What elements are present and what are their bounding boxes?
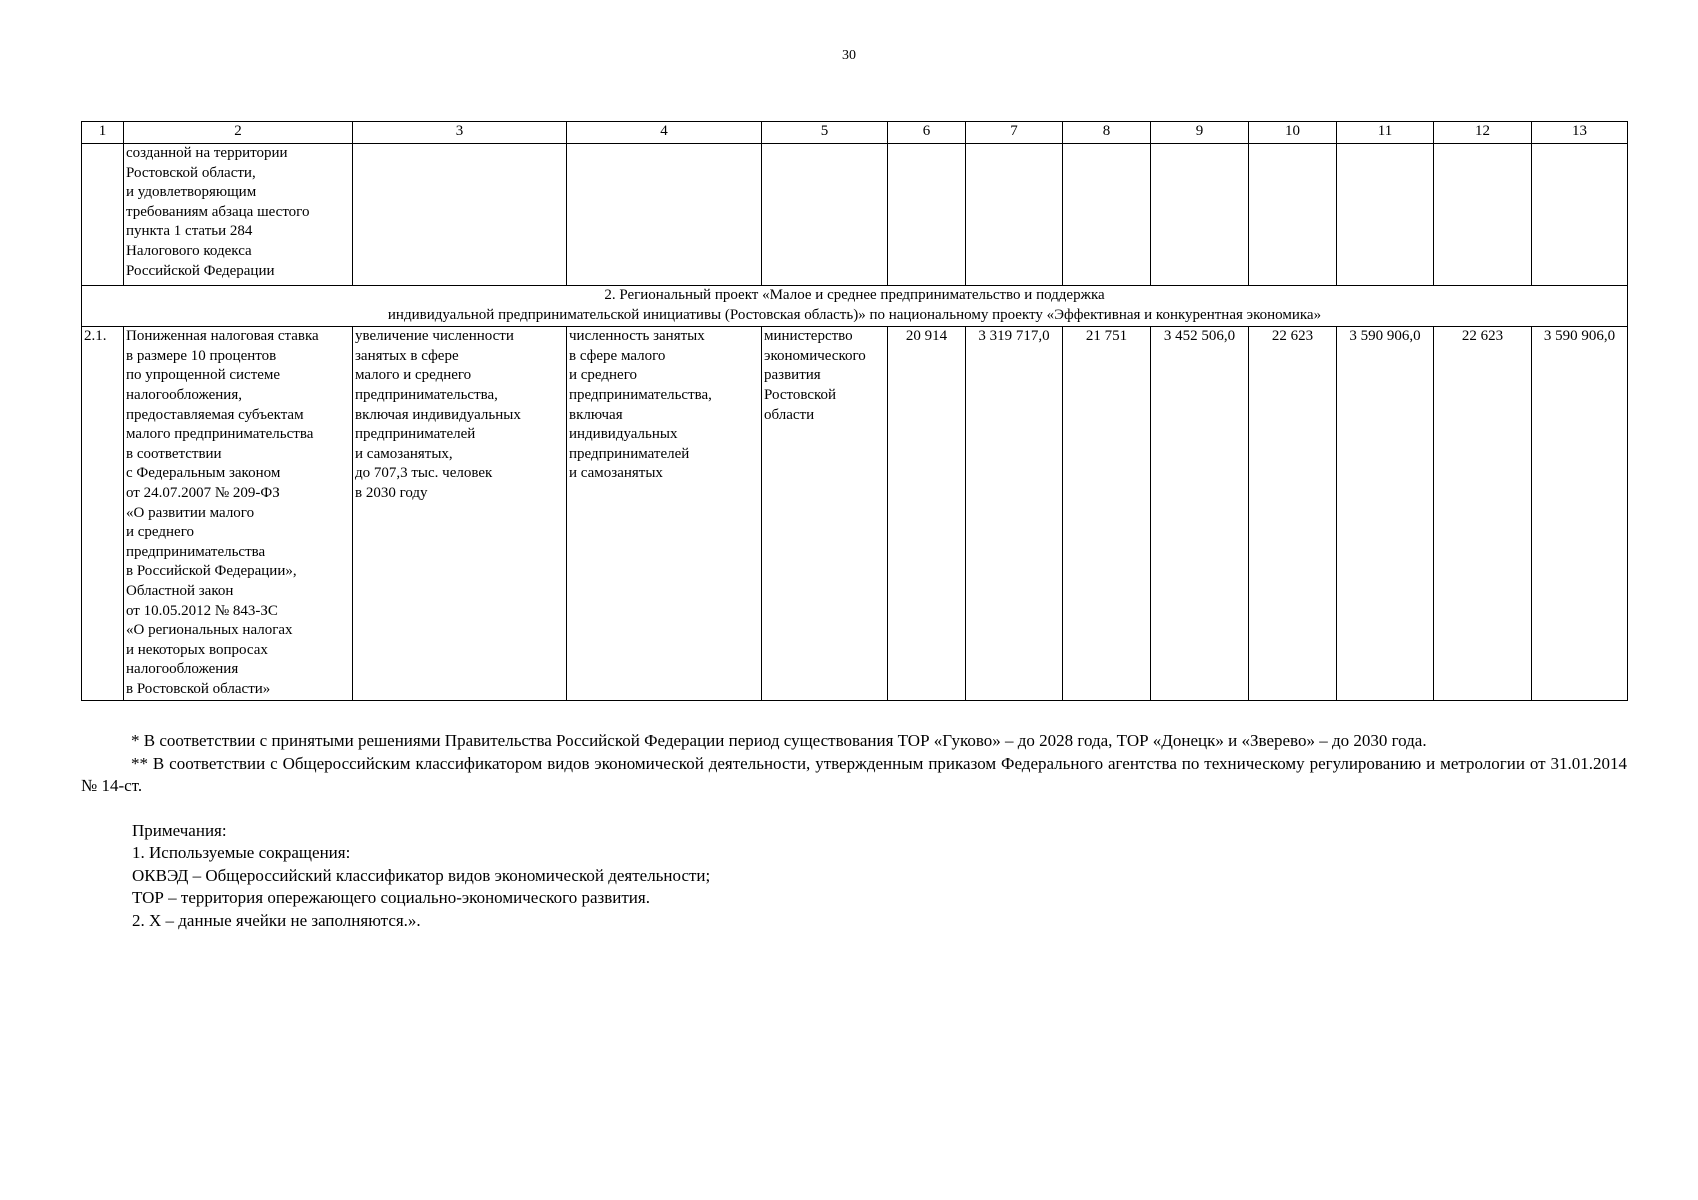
table-cell: 22 623 — [1434, 327, 1532, 701]
table-cell — [1063, 144, 1151, 286]
table-cell: 3 452 506,0 — [1151, 327, 1249, 701]
footnote: ** В соответствии с Общероссийским классификатором видов экономической деятельности, утвержденным приказом Федерального агентства по техническому регулированию и метрологии от 31.01.2014 № 14-ст. — [81, 753, 1627, 795]
table-cell — [1151, 144, 1249, 286]
table-cell — [888, 144, 966, 286]
table-cell: 21 751 — [1063, 327, 1151, 701]
table-cell: численность занятых в сфере малого и среднего предпринимательства, включая индивидуальных предпринимателей и самозанятых — [567, 327, 762, 701]
table-cell: увеличение численности занятых в сфере малого и среднего предпринимательства, включая индивидуальных предпринимателей и самозанятых, до 707,3 тыс. человек в 2030 году — [353, 327, 567, 701]
footnotes-section — [81, 730, 1627, 932]
column-header: 8 — [1063, 122, 1151, 144]
column-header: 9 — [1151, 122, 1249, 144]
table-cell: 3 590 906,0 — [1337, 327, 1434, 701]
column-header: 13 — [1532, 122, 1628, 144]
notes-title: Примечания: — [132, 820, 227, 840]
table-cell — [353, 144, 567, 286]
column-header: 11 — [1337, 122, 1434, 144]
table-cell: 2.1. — [82, 327, 124, 701]
notes-block — [81, 820, 1627, 933]
note-item: ТОР – территория опережающего социально-экономического развития. — [132, 888, 650, 907]
table-cell — [1434, 144, 1532, 286]
column-header: 6 — [888, 122, 966, 144]
column-header: 4 — [567, 122, 762, 144]
section-row — [82, 286, 1628, 327]
page-number: 30 — [842, 48, 856, 63]
table-cell: 22 623 — [1249, 327, 1337, 701]
table-cell — [1249, 144, 1337, 286]
table-cell — [1532, 144, 1628, 286]
table-cell — [966, 144, 1063, 286]
note-item: ОКВЭД – Общероссийский классификатор видов экономической деятельности; — [132, 865, 711, 885]
table-cell — [1337, 144, 1434, 286]
table-row — [82, 144, 1628, 286]
table-cell: 3 590 906,0 — [1532, 327, 1628, 701]
table-cell — [82, 144, 124, 286]
column-header: 2 — [124, 122, 353, 144]
column-header: 7 — [966, 122, 1063, 144]
column-number-row — [82, 122, 1628, 144]
table-cell — [567, 144, 762, 286]
note-item: 1. Используемые сокращения: — [132, 843, 351, 862]
table-cell: министерство экономического развития Ростовской области — [762, 327, 888, 701]
table-cell — [762, 144, 888, 286]
tax-expenditure-table — [81, 121, 1628, 701]
table-row — [82, 327, 1628, 701]
column-header: 5 — [762, 122, 888, 144]
footnote: * В соответствии с принятыми решениями Правительства Российской Федерации период существования ТОР «Гуково» – до 2028 года, ТОР «Донецк» и «Зверево» – до 2030 года. — [131, 731, 1427, 750]
note-item: 2. X – данные ячейки не заполняются.». — [132, 910, 421, 930]
table-cell: 3 319 717,0 — [966, 327, 1063, 701]
column-header: 1 — [82, 122, 124, 144]
column-header: 3 — [353, 122, 567, 144]
column-header: 12 — [1434, 122, 1532, 144]
section-heading: 2. Региональный проект «Малое и среднее предпринимательство и поддержка индивидуальной предпринимательской инициативы (Ростовская область)» по национальному проекту «Эффективная и конкурентная экономика» — [82, 286, 1628, 327]
table-cell: 20 914 — [888, 327, 966, 701]
column-header: 10 — [1249, 122, 1337, 144]
table-cell: Пониженная налоговая ставка в размере 10 процентов по упрощенной системе налогообложения, предоставляемая субъектам малого предпринимательства в соответствии с Федеральным законом от 24.07.2007 № 209-ФЗ «О развитии малого и среднего предпринимательства в Российской Федерации», Областной закон от 10.05.2012 № 843-ЗС «О региональных налогах и некоторых вопросах налогообложения в Ростовской области» — [124, 327, 353, 701]
table-cell: созданной на территории Ростовской области, и удовлетворяющим требованиям абзаца шестого пункта 1 статьи 284 Налогового кодекса Российской Федерации — [124, 144, 353, 286]
